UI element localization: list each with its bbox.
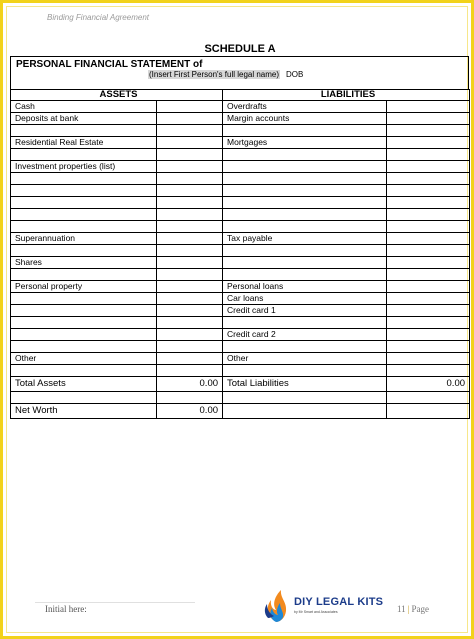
table-row <box>11 101 470 113</box>
liability-value[interactable] <box>387 149 470 161</box>
liability-label[interactable] <box>223 221 387 233</box>
page-number-value: 11 <box>397 604 406 614</box>
dob-label: DOB <box>286 70 304 79</box>
liability-label[interactable] <box>223 197 387 209</box>
table-row <box>11 113 470 125</box>
liability-label[interactable]: Tax payable <box>223 233 387 245</box>
asset-label[interactable] <box>11 269 157 281</box>
liability-label[interactable]: Overdrafts <box>223 101 387 113</box>
statement-header-box <box>10 56 469 89</box>
liability-value[interactable] <box>387 281 470 293</box>
financial-statement-table <box>10 89 470 419</box>
liability-label[interactable] <box>223 257 387 269</box>
page-separator: | <box>407 604 410 614</box>
assets-header: ASSETS <box>11 90 223 101</box>
liability-label[interactable] <box>223 149 387 161</box>
logo-subtext: by Mr Smart and Associates <box>294 610 338 614</box>
asset-label[interactable]: Investment properties (list) <box>11 161 157 173</box>
asset-label[interactable] <box>11 305 157 317</box>
liability-value[interactable] <box>387 233 470 245</box>
asset-value[interactable] <box>157 221 223 233</box>
asset-value[interactable] <box>157 173 223 185</box>
asset-label[interactable] <box>11 245 157 257</box>
initial-label: Initial here: <box>45 604 87 614</box>
liability-value[interactable] <box>387 185 470 197</box>
table-row <box>11 329 470 341</box>
asset-label[interactable]: Deposits at bank <box>11 113 157 125</box>
asset-label[interactable] <box>11 173 157 185</box>
schedule-title: SCHEDULE A <box>204 43 276 55</box>
liability-value[interactable] <box>387 245 470 257</box>
liability-value[interactable] <box>387 197 470 209</box>
liability-label[interactable] <box>223 161 387 173</box>
asset-value[interactable] <box>157 209 223 221</box>
liability-value[interactable] <box>387 161 470 173</box>
liability-value[interactable] <box>387 341 470 353</box>
asset-value[interactable] <box>157 269 223 281</box>
table-row <box>11 233 470 245</box>
table-row <box>11 269 470 281</box>
table-row <box>11 209 470 221</box>
asset-value[interactable] <box>157 365 223 377</box>
liability-value[interactable] <box>387 365 470 377</box>
liability-value[interactable] <box>387 404 470 419</box>
asset-label[interactable] <box>11 293 157 305</box>
initial-line <box>35 602 195 603</box>
table-row <box>11 341 470 353</box>
asset-value[interactable] <box>157 113 223 125</box>
asset-value[interactable] <box>157 101 223 113</box>
asset-label[interactable] <box>11 317 157 329</box>
liability-value[interactable] <box>387 209 470 221</box>
liability-value[interactable] <box>387 269 470 281</box>
asset-label[interactable]: Net Worth <box>11 404 157 419</box>
brand-logo <box>261 588 391 624</box>
liability-label[interactable]: Mortgages <box>223 137 387 149</box>
table-row <box>11 221 470 233</box>
asset-value[interactable]: 0.00 <box>157 377 223 392</box>
asset-label[interactable] <box>11 365 157 377</box>
flame-logo-icon <box>261 588 293 624</box>
asset-label[interactable] <box>11 197 157 209</box>
liability-label[interactable] <box>223 404 387 419</box>
liability-value[interactable] <box>387 221 470 233</box>
table-row <box>11 293 470 305</box>
liability-label[interactable]: Other <box>223 353 387 365</box>
liability-label[interactable] <box>223 365 387 377</box>
liability-label[interactable]: Total Liabilities <box>223 377 387 392</box>
table-row <box>11 173 470 185</box>
table-row <box>11 353 470 365</box>
running-header: Binding Financial Agreement <box>47 13 149 22</box>
table-row <box>11 125 470 137</box>
asset-label[interactable] <box>11 125 157 137</box>
liability-value[interactable] <box>387 305 470 317</box>
asset-value[interactable] <box>157 257 223 269</box>
liability-value[interactable] <box>387 317 470 329</box>
asset-value[interactable] <box>157 392 223 404</box>
page-label: Page <box>411 604 429 614</box>
table-row <box>11 137 470 149</box>
asset-label[interactable] <box>11 341 157 353</box>
asset-value[interactable] <box>157 293 223 305</box>
liability-label[interactable] <box>223 245 387 257</box>
liability-label[interactable]: Credit card 2 <box>223 329 387 341</box>
asset-value[interactable] <box>157 317 223 329</box>
table-row <box>11 404 470 419</box>
table-row <box>11 317 470 329</box>
liability-value[interactable] <box>387 125 470 137</box>
table-row <box>11 245 470 257</box>
liability-label[interactable]: Credit card 1 <box>223 305 387 317</box>
table-row <box>11 377 470 392</box>
asset-value[interactable] <box>157 353 223 365</box>
liability-value[interactable] <box>387 392 470 404</box>
name-placeholder[interactable]: (Insert First Person's full legal name) <box>149 70 280 79</box>
page-footer <box>3 588 474 628</box>
asset-value[interactable] <box>157 137 223 149</box>
logo-text: DIY LEGAL KITS <box>294 596 384 608</box>
table-row <box>11 185 470 197</box>
table-header-row <box>11 90 470 101</box>
liability-value[interactable] <box>387 113 470 125</box>
asset-value[interactable]: 0.00 <box>157 404 223 419</box>
liability-label[interactable] <box>223 173 387 185</box>
table-row <box>11 365 470 377</box>
asset-value[interactable] <box>157 281 223 293</box>
asset-label[interactable]: Cash <box>11 101 157 113</box>
liability-label[interactable]: Car loans <box>223 293 387 305</box>
asset-label[interactable] <box>11 149 157 161</box>
liability-value[interactable] <box>387 137 470 149</box>
liability-value[interactable] <box>387 353 470 365</box>
liability-value[interactable] <box>387 293 470 305</box>
liability-label[interactable] <box>223 185 387 197</box>
asset-value[interactable] <box>157 305 223 317</box>
asset-value[interactable] <box>157 185 223 197</box>
asset-value[interactable] <box>157 161 223 173</box>
statement-title: PERSONAL FINANCIAL STATEMENT of <box>16 59 203 70</box>
asset-label[interactable] <box>11 329 157 341</box>
liability-label[interactable] <box>223 341 387 353</box>
asset-label[interactable]: Shares <box>11 257 157 269</box>
asset-value[interactable] <box>157 125 223 137</box>
liability-label[interactable] <box>223 125 387 137</box>
table-row <box>11 257 470 269</box>
table-row <box>11 281 470 293</box>
liability-label[interactable]: Margin accounts <box>223 113 387 125</box>
asset-value[interactable] <box>157 341 223 353</box>
liability-value[interactable] <box>387 257 470 269</box>
asset-label[interactable]: Other <box>11 353 157 365</box>
liability-label[interactable] <box>223 317 387 329</box>
statement-name-line <box>148 70 303 79</box>
asset-value[interactable] <box>157 197 223 209</box>
page-number <box>397 604 429 614</box>
liability-value[interactable] <box>387 173 470 185</box>
liability-label[interactable] <box>223 209 387 221</box>
asset-label[interactable] <box>11 221 157 233</box>
asset-label[interactable] <box>11 392 157 404</box>
table-row <box>11 197 470 209</box>
financial-table-body <box>11 90 470 419</box>
asset-label[interactable] <box>11 209 157 221</box>
asset-label[interactable] <box>11 185 157 197</box>
asset-value[interactable] <box>157 245 223 257</box>
liability-label[interactable] <box>223 269 387 281</box>
table-row <box>11 161 470 173</box>
asset-value[interactable] <box>157 233 223 245</box>
liability-value[interactable] <box>387 101 470 113</box>
asset-label[interactable]: Total Assets <box>11 377 157 392</box>
liability-label[interactable] <box>223 392 387 404</box>
asset-label[interactable]: Residential Real Estate <box>11 137 157 149</box>
table-row <box>11 392 470 404</box>
asset-value[interactable] <box>157 329 223 341</box>
liability-value[interactable]: 0.00 <box>387 377 470 392</box>
liability-value[interactable] <box>387 329 470 341</box>
table-row <box>11 149 470 161</box>
liability-label[interactable]: Personal loans <box>223 281 387 293</box>
table-row <box>11 305 470 317</box>
asset-label[interactable]: Superannuation <box>11 233 157 245</box>
asset-value[interactable] <box>157 149 223 161</box>
asset-label[interactable]: Personal property <box>11 281 157 293</box>
liabilities-header: LIABILITIES <box>223 90 470 101</box>
